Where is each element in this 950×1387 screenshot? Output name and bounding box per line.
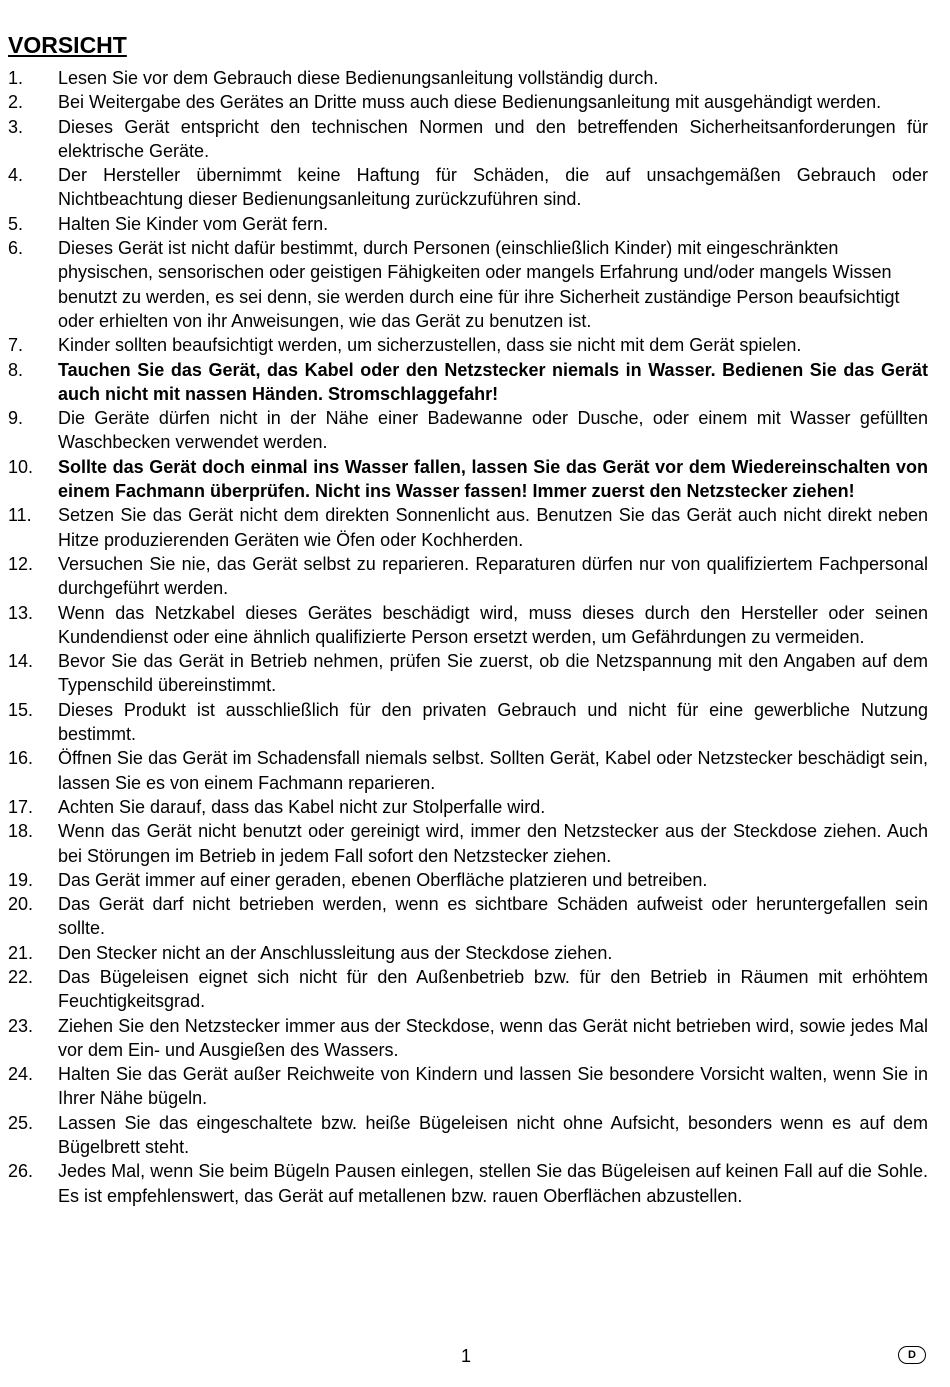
item-text: Jedes Mal, wenn Sie beim Bügeln Pausen einlegen, stellen Sie das Bügeleisen auf keinen Fall auf die Sohle. Es ist empfehlenswert, das Gerät auf metallenen bzw. rauen Oberflächen abzustellen.: [58, 1161, 928, 1206]
item-number: 19.: [8, 869, 34, 890]
item-number: 25.: [8, 1112, 34, 1133]
list-item: [8, 1159, 928, 1208]
list-item: [8, 868, 928, 892]
list-item: [8, 601, 928, 650]
item-number: 10.: [8, 456, 34, 477]
item-text: Lassen Sie das eingeschaltete bzw. heiße Bügeleisen nicht ohne Aufsicht, besonders wenn es auf dem Bügelbrett steht.: [58, 1112, 928, 1158]
list-item-warning: [8, 358, 928, 407]
list-item: [8, 746, 928, 795]
item-number: 22.: [8, 966, 34, 987]
list-item: [8, 66, 928, 90]
item-number: 12.: [8, 553, 34, 574]
list-item-warning: [8, 455, 928, 504]
section-heading: VORSICHT: [8, 32, 127, 58]
list-item: [8, 1111, 928, 1160]
list-item: [8, 698, 928, 747]
item-number: 1.: [8, 68, 24, 88]
item-number: 13.: [8, 602, 34, 623]
list-item: [8, 965, 928, 1014]
safety-instructions-list: [8, 66, 928, 1208]
item-number: 5.: [8, 213, 24, 234]
item-text: Sollte das Gerät doch einmal ins Wasser fallen, lassen Sie das Gerät vor dem Wiedereinschalten von einem Fachmann überprüfen. Nicht ins Wasser fassen! Immer zuerst den Netzstecker ziehen!: [58, 456, 928, 502]
item-number: 23.: [8, 1015, 34, 1036]
list-item: [8, 90, 928, 114]
item-number: 4.: [8, 165, 24, 186]
item-number: 16.: [8, 748, 34, 769]
item-number: 18.: [8, 821, 34, 842]
language-badge: D: [898, 1346, 926, 1364]
item-text: Die Geräte dürfen nicht in der Nähe einer Badewanne oder Dusche, oder einem mit Wasser gefüllten Waschbecken verwendet werden.: [58, 408, 928, 453]
list-item: [8, 115, 928, 164]
item-text: Das Gerät immer auf einer geraden, ebenen Oberfläche platzieren und betreiben.: [58, 869, 708, 890]
item-text: Dieses Gerät entspricht den technischen Normen und den betreffenden Sicherheitsanforderungen für elektrische Geräte.: [58, 116, 928, 161]
item-text: Dieses Produkt ist ausschließlich für den privaten Gebrauch und nicht für eine gewerbliche Nutzung bestimmt.: [58, 699, 928, 745]
item-number: 2.: [8, 92, 24, 113]
list-item: [8, 1014, 928, 1063]
item-number: 14.: [8, 651, 34, 672]
item-text: Wenn das Netzkabel dieses Gerätes beschädigt wird, muss dieses durch den Hersteller oder seinen Kundendienst oder eine ähnlich qualifizierte Person ersetzt werden, um Gefährdungen zu vermeiden.: [58, 602, 928, 647]
item-text: Der Hersteller übernimmt keine Haftung für Schäden, die auf unsachgemäßen Gebrauch oder Nichtbeachtung dieser Bedienungsanleitung zurückzuführen sind.: [58, 165, 928, 210]
list-item: [8, 503, 928, 552]
list-item: [8, 1062, 928, 1111]
item-text: Bevor Sie das Gerät in Betrieb nehmen, prüfen Sie zuerst, ob die Netzspannung mit den Angaben auf dem Typenschild übereinstimmt.: [58, 651, 928, 696]
item-text: Das Gerät darf nicht betrieben werden, wenn es sichtbare Schäden aufweist oder heruntergefallen sein sollte.: [58, 894, 928, 939]
item-text: Tauchen Sie das Gerät, das Kabel oder den Netzstecker niemals in Wasser. Bedienen Sie das Gerät auch nicht mit nassen Händen. Stromschlaggefahr!: [58, 359, 928, 404]
list-item: [8, 212, 928, 236]
list-item: [8, 795, 928, 819]
item-number: 8.: [8, 359, 24, 380]
item-text: Den Stecker nicht an der Anschlussleitung aus der Steckdose ziehen.: [58, 942, 613, 963]
item-text: Setzen Sie das Gerät nicht dem direkten Sonnenlicht aus. Benutzen Sie das Gerät auch nicht direkt neben Hitze produzierenden Geräten wie Öfen oder Kochherden.: [58, 505, 928, 550]
item-number: 3.: [8, 116, 24, 137]
item-number: 24.: [8, 1064, 34, 1085]
item-text: Versuchen Sie nie, das Gerät selbst zu reparieren. Reparaturen dürfen nur von qualifiziertem Fachpersonal durchgeführt werden.: [58, 553, 928, 599]
page-number: 1: [461, 1346, 472, 1366]
item-text: Lesen Sie vor dem Gebrauch diese Bedienungsanleitung vollständig durch.: [58, 68, 659, 88]
item-text: Wenn das Gerät nicht benutzt oder gereinigt wird, immer den Netzstecker aus der Steckdose ziehen. Auch bei Störungen im Betrieb in jedem Fall sofort den Netzstecker ziehen.: [58, 821, 928, 866]
list-item: [8, 819, 928, 868]
item-text: Bei Weitergabe des Gerätes an Dritte muss auch diese Bedienungsanleitung mit ausgehändigt werden.: [58, 92, 882, 113]
item-text: Dieses Gerät ist nicht dafür bestimmt, durch Personen (einschließlich Kinder) mit eingeschränkten physischen, sensorischen oder geistigen Fähigkeiten oder mangels Erfahrung und/oder mangels Wissen benutzt zu werden, es sei denn, sie werden durch eine für ihre Sicherheit zuständige Person beaufsichtigt oder erhielten von ihr Anweisungen, wie das Gerät zu benutzen ist.: [58, 238, 900, 331]
item-number: 20.: [8, 894, 34, 915]
item-text: Halten Sie das Gerät außer Reichweite von Kindern und lassen Sie besondere Vorsicht walten, wenn Sie in Ihrer Nähe bügeln.: [58, 1064, 928, 1109]
item-text: Ziehen Sie den Netzstecker immer aus der Steckdose, wenn das Gerät nicht betrieben wird, sowie jedes Mal vor dem Ein- und Ausgießen des Wassers.: [58, 1015, 928, 1060]
list-item: [8, 406, 928, 455]
list-item: [8, 552, 928, 601]
list-item: [8, 236, 928, 333]
item-text: Öffnen Sie das Gerät im Schadensfall niemals selbst. Sollten Gerät, Kabel oder Netzstecker beschädigt sein, lassen Sie es von einem Fachmann reparieren.: [58, 748, 928, 793]
list-item: [8, 649, 928, 698]
list-item: [8, 892, 928, 941]
item-number: 15.: [8, 699, 34, 720]
item-number: 17.: [8, 796, 34, 817]
item-text: Achten Sie darauf, dass das Kabel nicht zur Stolperfalle wird.: [58, 796, 546, 817]
item-number: 26.: [8, 1161, 34, 1182]
item-text: Halten Sie Kinder vom Gerät fern.: [58, 213, 329, 234]
list-item: [8, 333, 928, 357]
item-number: 9.: [8, 408, 24, 429]
item-number: 11.: [8, 505, 32, 526]
list-item: [8, 941, 928, 965]
item-text: Kinder sollten beaufsichtigt werden, um sicherzustellen, dass sie nicht mit dem Gerät spielen.: [58, 335, 802, 356]
item-number: 6.: [8, 238, 24, 259]
item-number: 7.: [8, 335, 24, 356]
list-item: [8, 163, 928, 212]
item-text: Das Bügeleisen eignet sich nicht für den Außenbetrieb bzw. für den Betrieb in Räumen mit erhöhtem Feuchtigkeitsgrad.: [58, 966, 928, 1012]
item-number: 21.: [8, 942, 34, 963]
